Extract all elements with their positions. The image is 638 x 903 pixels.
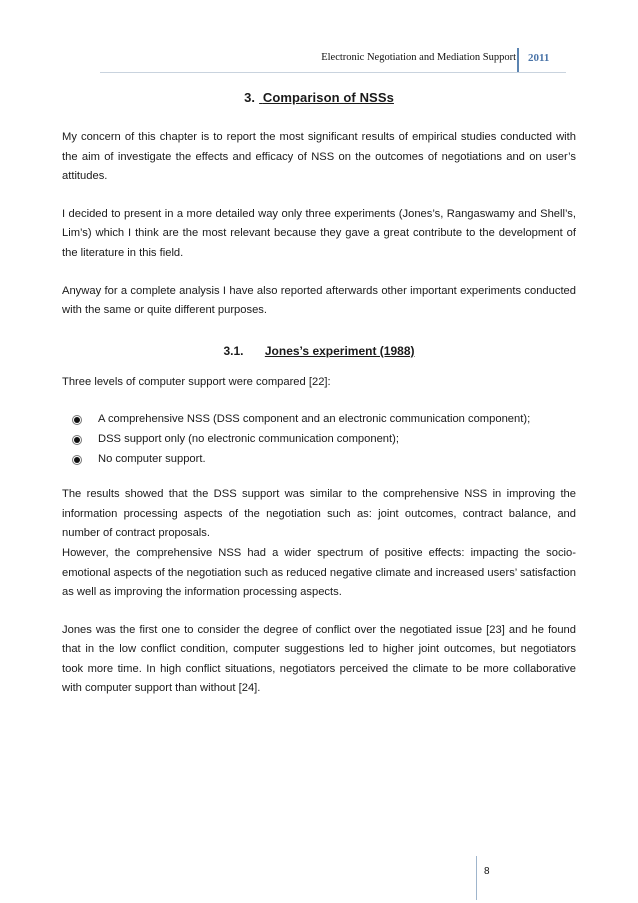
header-title: Electronic Negotiation and Mediation Support — [321, 52, 516, 63]
list-item-text: A comprehensive NSS (DSS component and an electronic communication component); — [98, 413, 531, 426]
chapter-heading — [62, 86, 576, 110]
support-levels-list — [62, 410, 576, 469]
list-item-text: No computer support. — [98, 452, 206, 465]
chapter-title: Comparison of NSSs — [262, 90, 394, 105]
chapter-number: 3. — [244, 90, 256, 105]
bullet-icon — [74, 437, 80, 443]
results-paragraph-1: The results showed that the DSS support was similar to the comprehensive NSS in improving the information processing aspects of the negotiation such as: joint outcomes, contract balance, and number of contract proposals. — [62, 488, 576, 540]
intro-paragraph-3: Anyway for a complete analysis I have also reported afterwards other important experiments conducted with the same or quite different purposes. — [62, 284, 576, 317]
header-year: 2011 — [528, 52, 550, 64]
page-content — [62, 86, 576, 717]
intro-paragraph-2: I decided to present in a more detailed way only three experiments (Jones’s, Rangaswamy and Shell’s, Lim’s) which I think are the most relevant because they gave a great contribute to the development of the literature in this field. — [62, 207, 576, 259]
list-item-text: DSS support only (no electronic communication component); — [98, 432, 399, 445]
list-item — [68, 450, 576, 470]
section-number: 3.1. — [223, 343, 244, 358]
results-paragraph-3: Jones was the first one to consider the degree of conflict over the negotiated issue [23] and he found that in the low conflict condition, computer suggestions led to higher joint outcomes, but negotiators took more time. In high conflict situations, negotiators perceived the climate to be more collaborative with computer support than without [24]. — [62, 623, 576, 695]
running-header — [0, 48, 638, 72]
footer-divider — [476, 856, 477, 900]
results-paragraph-2: However, the comprehensive NSS had a wider spectrum of positive effects: impacting the socio-emotional aspects of the negotiation such as reduced negative climate and increased users’ satisfaction as well as improving the information processing aspects. — [62, 546, 576, 599]
page-number: 8 — [484, 866, 490, 877]
section-lead: Three levels of computer support were compared [22]: — [62, 375, 331, 388]
bullet-icon — [74, 457, 80, 463]
section-heading — [62, 339, 576, 363]
header-divider — [517, 48, 519, 72]
header-underline — [100, 72, 566, 73]
intro-paragraph-1: My concern of this chapter is to report the most significant results of empirical studies conducted with the aim of investigate the effects and efficacy of NSS on the outcomes of negotiations and on user’s attitudes. — [62, 131, 576, 183]
list-item — [68, 410, 576, 430]
section-title: Jones’s experiment (1988) — [264, 343, 415, 358]
bullet-icon — [74, 417, 80, 423]
list-item — [68, 430, 576, 450]
